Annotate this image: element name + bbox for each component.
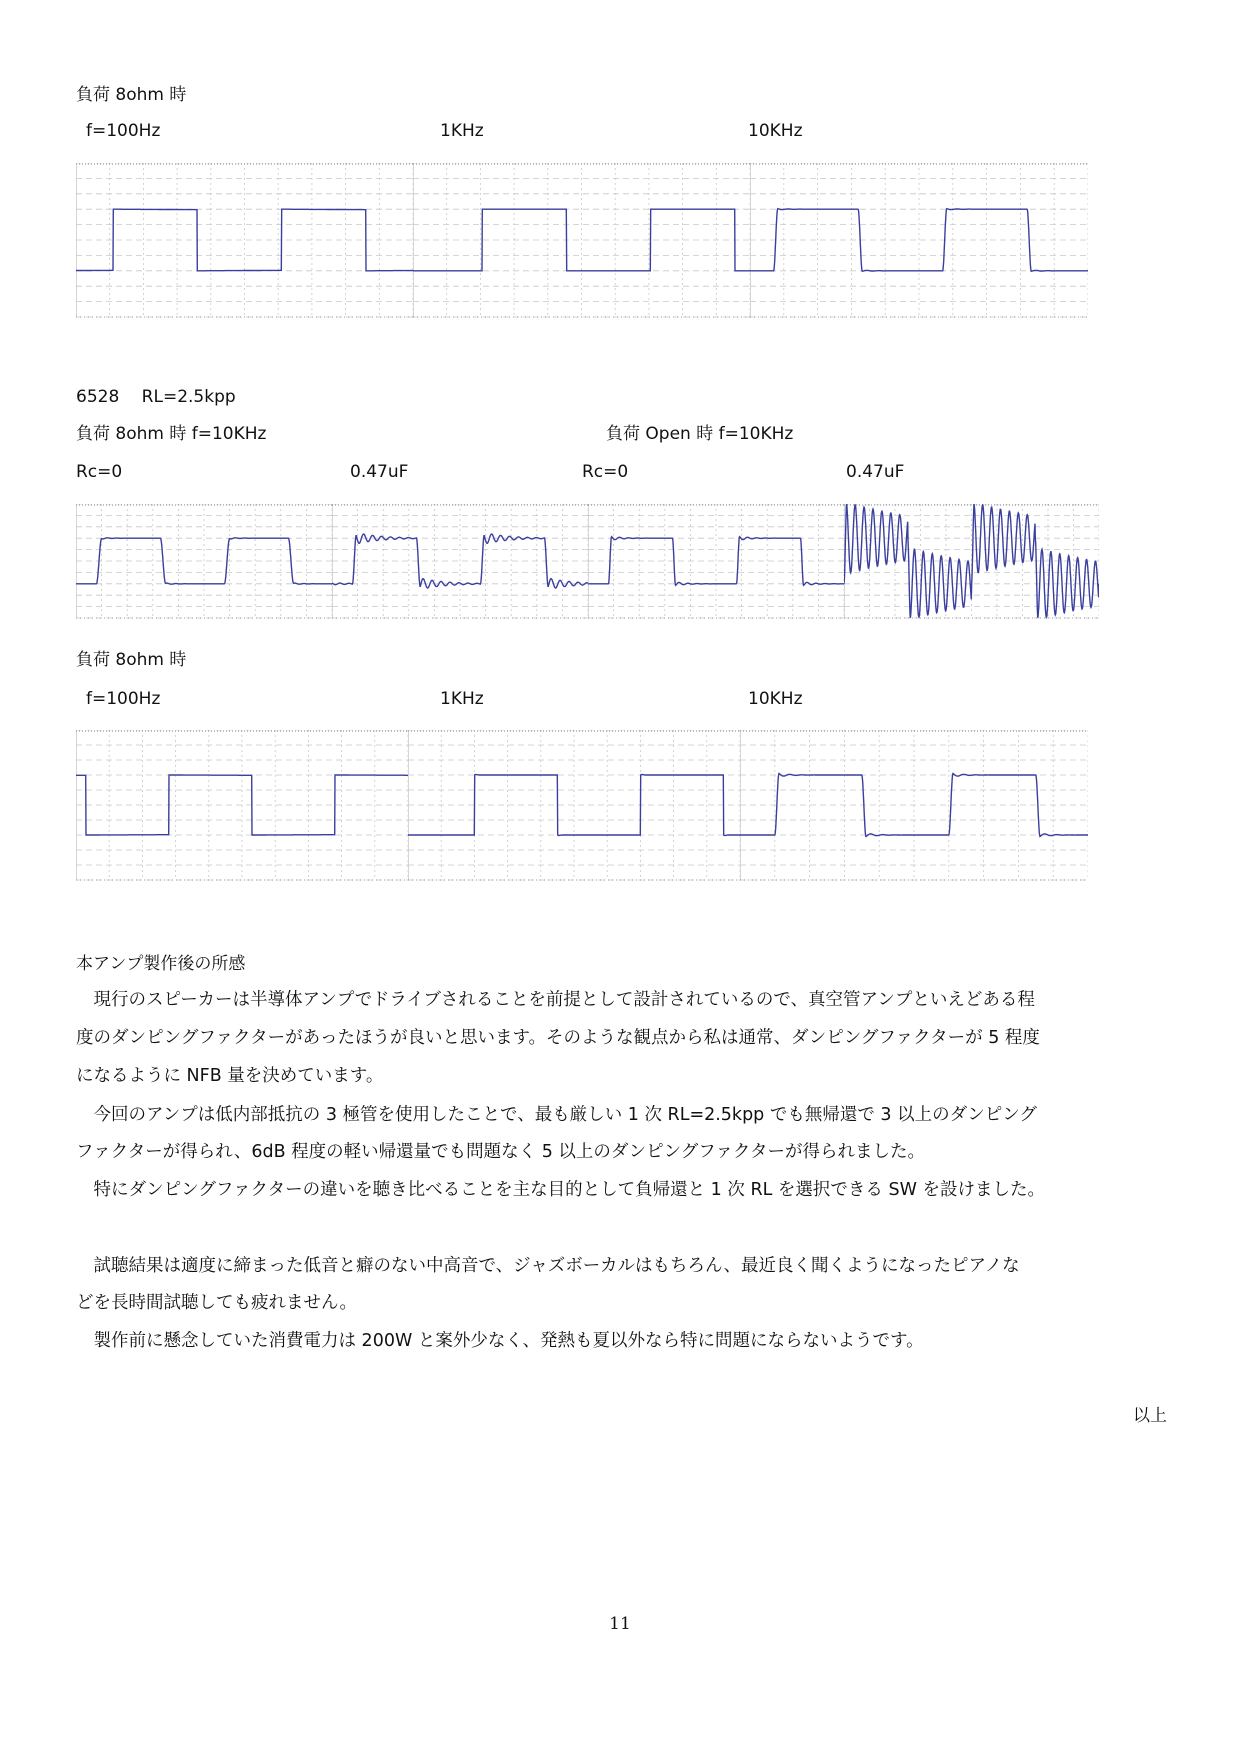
scope2-8ohm-10khz bbox=[740, 730, 1088, 890]
scope-screen bbox=[76, 504, 332, 628]
scope-screen bbox=[740, 730, 1088, 890]
section2-heading-8ohm: 負荷 8ohm 時 f=10KHz bbox=[76, 424, 267, 444]
scope-screen bbox=[588, 504, 844, 628]
section1-label-100hz: f=100Hz bbox=[86, 121, 161, 141]
scope-screen bbox=[332, 504, 588, 628]
scope-open-rc0 bbox=[588, 504, 844, 628]
section3-label-1khz: 1KHz bbox=[440, 689, 484, 709]
section1-heading: 負荷 8ohm 時 bbox=[76, 85, 187, 105]
section3-label-100hz: f=100Hz bbox=[86, 689, 161, 709]
section2-label-047uf-open: 0.47uF bbox=[846, 462, 905, 482]
impressions-line: 今回のアンプは低内部抵抗の 3 極管を使用したことで、最も厳しい 1 次 RL=2.5kpp でも無帰還で 3 以上のダンピング bbox=[76, 1105, 1037, 1125]
scope2-8ohm-100hz bbox=[76, 730, 408, 890]
section1-label-10khz: 10KHz bbox=[748, 121, 803, 141]
section2-heading-open: 負荷 Open 時 f=10KHz bbox=[606, 424, 794, 444]
section2-label-rc0-open: Rc=0 bbox=[582, 462, 629, 482]
impressions-line: 現行のスピーカーは半導体アンプでドライブされることを前提として設計されているので、真空管アンプといえどある程 bbox=[76, 990, 1035, 1010]
section3-heading: 負荷 8ohm 時 bbox=[76, 650, 187, 670]
scope2-8ohm-1khz bbox=[408, 730, 740, 890]
closing-text: 以上 bbox=[1133, 1406, 1167, 1426]
scope-screen bbox=[76, 163, 413, 327]
scope-8ohm-rc0 bbox=[76, 504, 332, 628]
impressions-line: になるように NFB 量を決めています。 bbox=[76, 1066, 384, 1086]
page-number: 11 bbox=[609, 1614, 631, 1634]
section2-label-rc0-8ohm: Rc=0 bbox=[76, 462, 123, 482]
scope-8ohm-1khz bbox=[413, 163, 750, 327]
scope-screen bbox=[76, 730, 408, 890]
scope-screen bbox=[844, 504, 1099, 628]
scope-screen bbox=[413, 163, 750, 327]
impressions-heading: 本アンプ製作後の所感 bbox=[76, 954, 246, 974]
scope-screen bbox=[750, 163, 1088, 327]
impressions-line: 度のダンピングファクターがあったほうが良いと思います。そのような観点から私は通常、ダンピングファクターが 5 程度 bbox=[76, 1028, 1040, 1048]
impressions-line: どを長時間試聴しても疲れません。 bbox=[76, 1293, 358, 1313]
impressions-line: 特にダンピングファクターの違いを聴き比べることを主な目的として負帰還と 1 次 RL を選択できる SW を設けました。 bbox=[76, 1180, 1045, 1200]
scope-8ohm-10khz bbox=[750, 163, 1088, 327]
section2-label-047uf-8ohm: 0.47uF bbox=[350, 462, 409, 482]
scope-screen bbox=[408, 730, 740, 890]
impressions-line: 製作前に懸念していた消費電力は 200W と案外少なく、発熱も夏以外なら特に問題にならないようです。 bbox=[76, 1331, 924, 1351]
section3-label-10khz: 10KHz bbox=[748, 689, 803, 709]
impressions-line: 試聴結果は適度に締まった低音と癖のない中高音で、ジャズボーカルはもちろん、最近良く聞くようになったピアノな bbox=[76, 1256, 1020, 1276]
scope-8ohm-100hz bbox=[76, 163, 413, 327]
section2-title: 6528 RL=2.5kpp bbox=[76, 387, 236, 407]
impressions-line: ファクターが得られ、6dB 程度の軽い帰還量でも問題なく 5 以上のダンピングファクターが得られました。 bbox=[76, 1142, 926, 1162]
section1-label-1khz: 1KHz bbox=[440, 121, 484, 141]
scope-open-047uf bbox=[844, 504, 1099, 628]
scope-8ohm-047uf bbox=[332, 504, 588, 628]
